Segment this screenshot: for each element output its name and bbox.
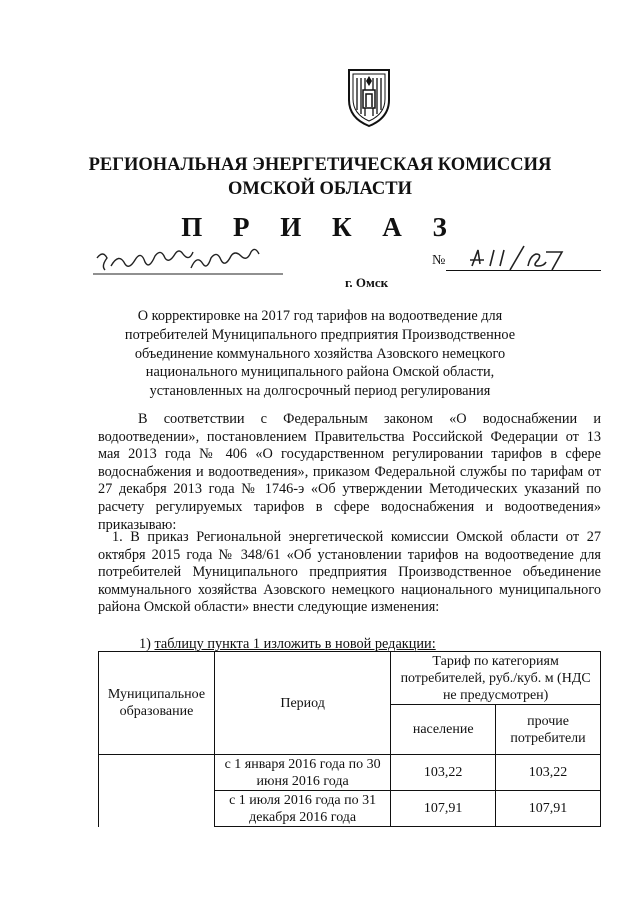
header-municipality: Муниципальное образование xyxy=(99,652,215,755)
header-period: Период xyxy=(214,652,390,755)
subject-line: О корректировке на 2017 год тарифов на водоотведение для xyxy=(137,308,503,324)
subject-line: потребителей Муниципального предприятия Производственное xyxy=(124,326,516,343)
header-population: население xyxy=(391,705,496,755)
handwritten-number xyxy=(466,244,566,274)
subject-line: установленных на долгосрочный период регулирования xyxy=(149,383,491,400)
subclause-number: 1) xyxy=(139,636,151,652)
other-tariff-cell: 103,22 xyxy=(496,755,601,791)
period-cell: с 1 января 2016 года по 30 июня 2016 года xyxy=(214,755,390,791)
city-label: г. Омск xyxy=(345,275,389,290)
table-row xyxy=(99,755,601,791)
tariff-table xyxy=(98,651,601,827)
subject-line: национального муниципального района Омской области, xyxy=(145,364,495,381)
document-type-title: П Р И К А З xyxy=(181,212,459,242)
header-tariff: Тариф по категориям потребителей, руб./куб. м (НДС не предусмотрен) xyxy=(391,652,601,705)
clause-1-paragraph: 1. В приказ Региональной энергетической комиссии Омской области от 27 октября 2015 года № 348/61 «Об установлении тарифов на водоотведение для потребителей Муниципального предприятия Производственное объединение коммунального хозяйства Азовского немецкого национального муниципального района Омской области» внести следующие изменения: xyxy=(98,529,601,616)
municipality-cell xyxy=(99,755,215,827)
population-tariff-cell: 103,22 xyxy=(391,755,496,791)
other-tariff-cell: 107,91 xyxy=(496,791,601,827)
subject-line: объединение коммунального хозяйства Азовского немецкого xyxy=(134,345,506,362)
subclause-text: таблицу пункта 1 изложить в новой редакции: xyxy=(154,636,436,652)
number-label: № xyxy=(432,253,446,268)
header-other-consumers: прочие потребители xyxy=(496,705,601,755)
coat-of-arms-emblem xyxy=(345,66,393,128)
preamble-paragraph: В соответствии с Федеральным законом «О водоснабжении и водоотведении», постановлением Правительства Российской Федерации от 13 мая 2013 года № 406 «О государственном регулировании тарифов в сфере водоснабжения и водоотведения», приказом Федеральной службы по тарифам от 27 декабря 2013 года № 1746-э «Об утверждении Методических указаний по расчету регулируемых тарифов в сфере водоснабжения и водоотведения» приказываю: xyxy=(98,411,601,533)
population-tariff-cell: 107,91 xyxy=(391,791,496,827)
order-subject xyxy=(120,307,520,401)
organization-name-line1: РЕГИОНАЛЬНАЯ ЭНЕРГЕТИЧЕСКАЯ КОМИССИЯ xyxy=(88,155,552,175)
period-cell: с 1 июля 2016 года по 31 декабря 2016 года xyxy=(214,791,390,827)
handwritten-date xyxy=(93,244,283,278)
organization-name-line2: ОМСКОЙ ОБЛАСТИ xyxy=(227,179,413,199)
